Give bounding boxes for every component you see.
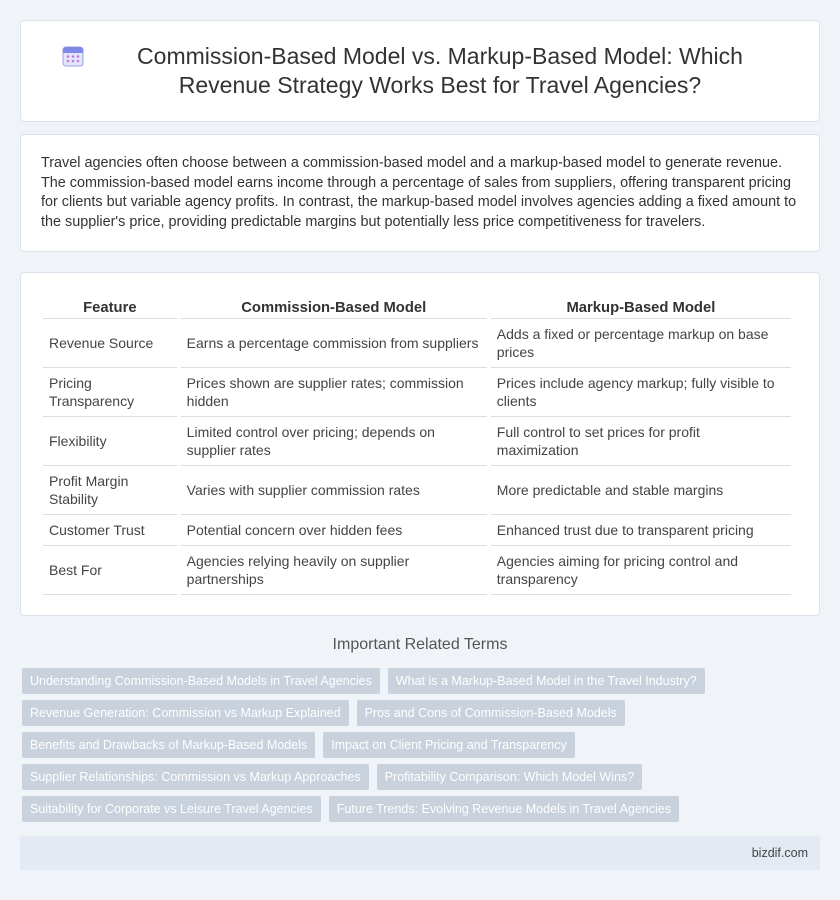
table-row bbox=[43, 368, 791, 417]
table-cell: Limited control over pricing; depends on supplier rates bbox=[181, 417, 487, 466]
page-title: Commission-Based Model vs. Markup-Based Model: Which Revenue Strategy Works Best for Travel Agencies? bbox=[137, 43, 743, 98]
related-terms-title: Important Related Terms bbox=[332, 636, 508, 653]
table-cell: Customer Trust bbox=[43, 515, 177, 546]
table-cell: Agencies relying heavily on supplier partnerships bbox=[181, 546, 487, 595]
table-cell: Varies with supplier commission rates bbox=[181, 466, 487, 515]
related-term-link[interactable]: Pros and Cons of Commission-Based Models bbox=[357, 700, 625, 726]
table-cell: Revenue Source bbox=[43, 319, 177, 368]
related-term-link[interactable]: Profitability Comparison: Which Model Wins? bbox=[377, 764, 642, 790]
related-term-link[interactable]: Understanding Commission-Based Models in Travel Agencies bbox=[22, 668, 380, 694]
table-cell: Earns a percentage commission from suppliers bbox=[181, 319, 487, 368]
table-cell: Best For bbox=[43, 546, 177, 595]
table-row bbox=[43, 319, 791, 368]
table-cell: Prices shown are supplier rates; commission hidden bbox=[181, 368, 487, 417]
table-row bbox=[43, 546, 791, 595]
table-cell: Potential concern over hidden fees bbox=[181, 515, 487, 546]
column-header: Feature bbox=[43, 291, 177, 319]
intro-text: Travel agencies often choose between a commission-based model and a markup-based model to generate revenue. The commission-based model earns income through a percentage of sales from suppliers, offering transparent pricing for clients but variable agency profits. In contrast, the markup-based model involves agencies adding a fixed amount to the supplier's price, providing predictable margins but potentially less price competitiveness for travelers. bbox=[41, 155, 797, 230]
related-term-link[interactable]: Benefits and Drawbacks of Markup-Based Models bbox=[22, 732, 315, 758]
column-header: Commission-Based Model bbox=[181, 291, 487, 319]
header-card bbox=[20, 20, 820, 122]
table-cell: Full control to set prices for profit maximization bbox=[491, 417, 791, 466]
table-cell: Pricing Transparency bbox=[43, 368, 177, 417]
table-cell: Enhanced trust due to transparent pricing bbox=[491, 515, 791, 546]
related-terms-list bbox=[22, 668, 822, 828]
table-cell: Flexibility bbox=[43, 417, 177, 466]
intro-card bbox=[20, 134, 820, 252]
related-term-link[interactable]: Future Trends: Evolving Revenue Models in Travel Agencies bbox=[329, 796, 679, 822]
footer bbox=[20, 836, 820, 870]
calendar-icon bbox=[61, 44, 85, 68]
comparison-card bbox=[20, 272, 820, 616]
related-term-link[interactable]: Impact on Client Pricing and Transparency bbox=[323, 732, 575, 758]
table-cell: Adds a fixed or percentage markup on base prices bbox=[491, 319, 791, 368]
column-header: Markup-Based Model bbox=[491, 291, 791, 319]
table-row bbox=[43, 466, 791, 515]
table-cell: Profit Margin Stability bbox=[43, 466, 177, 515]
site-link[interactable]: bizdif.com bbox=[751, 846, 808, 860]
related-term-link[interactable]: What is a Markup-Based Model in the Travel Industry? bbox=[388, 668, 705, 694]
related-term-link[interactable]: Supplier Relationships: Commission vs Markup Approaches bbox=[22, 764, 369, 790]
table-row bbox=[43, 515, 791, 546]
related-term-link[interactable]: Suitability for Corporate vs Leisure Travel Agencies bbox=[22, 796, 321, 822]
comparison-table bbox=[39, 291, 795, 595]
table-cell: More predictable and stable margins bbox=[491, 466, 791, 515]
table-cell: Prices include agency markup; fully visible to clients bbox=[491, 368, 791, 417]
related-term-link[interactable]: Revenue Generation: Commission vs Markup Explained bbox=[22, 700, 349, 726]
table-row bbox=[43, 417, 791, 466]
table-cell: Agencies aiming for pricing control and transparency bbox=[491, 546, 791, 595]
